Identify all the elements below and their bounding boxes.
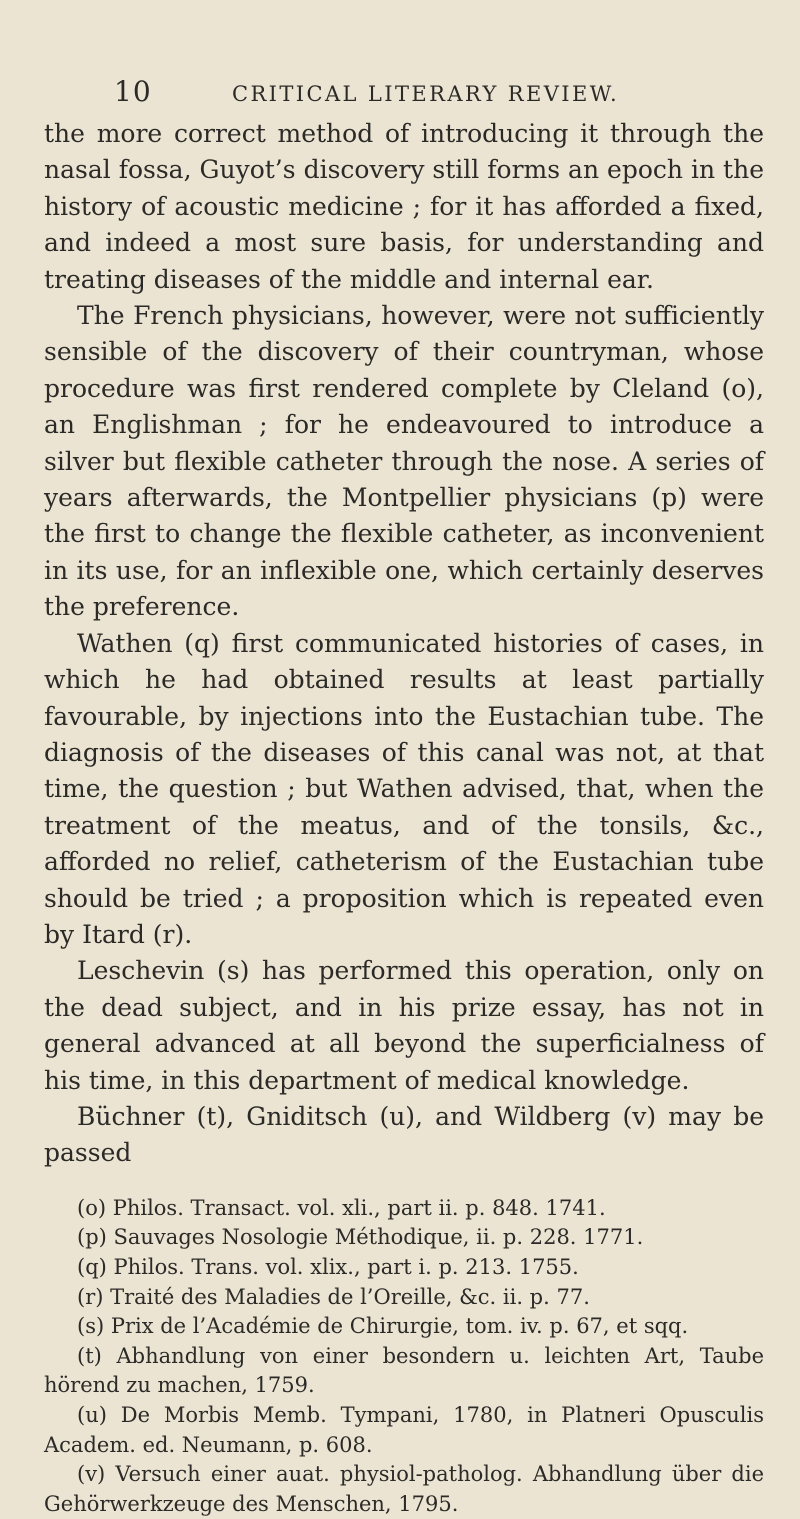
- footnote: (p) Sauvages Nosologie Méthodique, ii. p. 228. 1771.: [77, 1225, 644, 1250]
- footnote: (q) Philos. Trans. vol. xlix., part i. p. 213. 1755.: [77, 1254, 579, 1279]
- footnote: (u) De Morbis Memb. Tympani, 1780, in Platneri Opusculis Academ. ed. Neumann, p. 608.: [44, 1402, 764, 1457]
- paragraph: Büchner (t), Gniditsch (u), and Wildberg (v) may be passed: [44, 1101, 764, 1168]
- paragraph: Leschevin (s) has performed this operation, only on the dead subject, and in his prize essay, has not in general advanced at all beyond the superficialness of his time, in this department of medical knowledge.: [44, 956, 764, 1095]
- footnote: (v) Versuch einer auat. physiol-patholog. Abhandlung über die Gehörwerkzeuge des Menschen, 1795.: [44, 1462, 764, 1516]
- page-header: [44, 75, 764, 112]
- footnote: (o) Philos. Transact. vol. xli., part ii. p. 848. 1741.: [77, 1195, 606, 1220]
- paragraph: the more correct method of introducing it through the nasal fossa, Guyot’s discovery still forms an epoch in the history of acoustic medicine ; for it has afforded a fixed, and indeed a most sure basis, for understanding and treating diseases of the middle and internal ear.: [44, 119, 764, 294]
- paragraph: Wathen (q) first communicated histories of cases, in which he had obtained results at least partially favourable, by injections into the Eustachian tube. The diagnosis of the diseases of this canal was not, at that time, the question ; but Wathen advised, that, when the treatment of the meatus, and of the tonsils, &c., afforded no relief, catheterism of the Eustachian tube should be tried ; a proposition which is repeated even by Itard (r).: [44, 628, 764, 949]
- running-head: CRITICAL LITERARY REVIEW.: [232, 82, 620, 106]
- footnote: (r) Traité des Maladies de l’Oreille, &c. ii. p. 77.: [77, 1284, 590, 1309]
- page-number: 10: [114, 75, 152, 108]
- footnotes: [44, 1194, 764, 1519]
- footnote: (s) Prix de l’Académie de Chirurgie, tom. iv. p. 67, et sqq.: [77, 1314, 689, 1339]
- body-text: [44, 116, 764, 1172]
- footnote: (t) Abhandlung von einer besondern u. leichten Art, Taube hörend zu machen, 1759.: [44, 1343, 764, 1398]
- paragraph: The French physicians, however, were not sufficiently sensible of the discovery of their countryman, whose procedure was first rendered complete by Cleland (o), an Englishman ; for he endeavoured to introduce a silver but flexible catheter through the nose. A series of years afterwards, the Montpellier physicians (p) were the first to change the flexible catheter, as inconvenient in its use, for an inflexible one, which certainly deserves the preference.: [44, 301, 764, 622]
